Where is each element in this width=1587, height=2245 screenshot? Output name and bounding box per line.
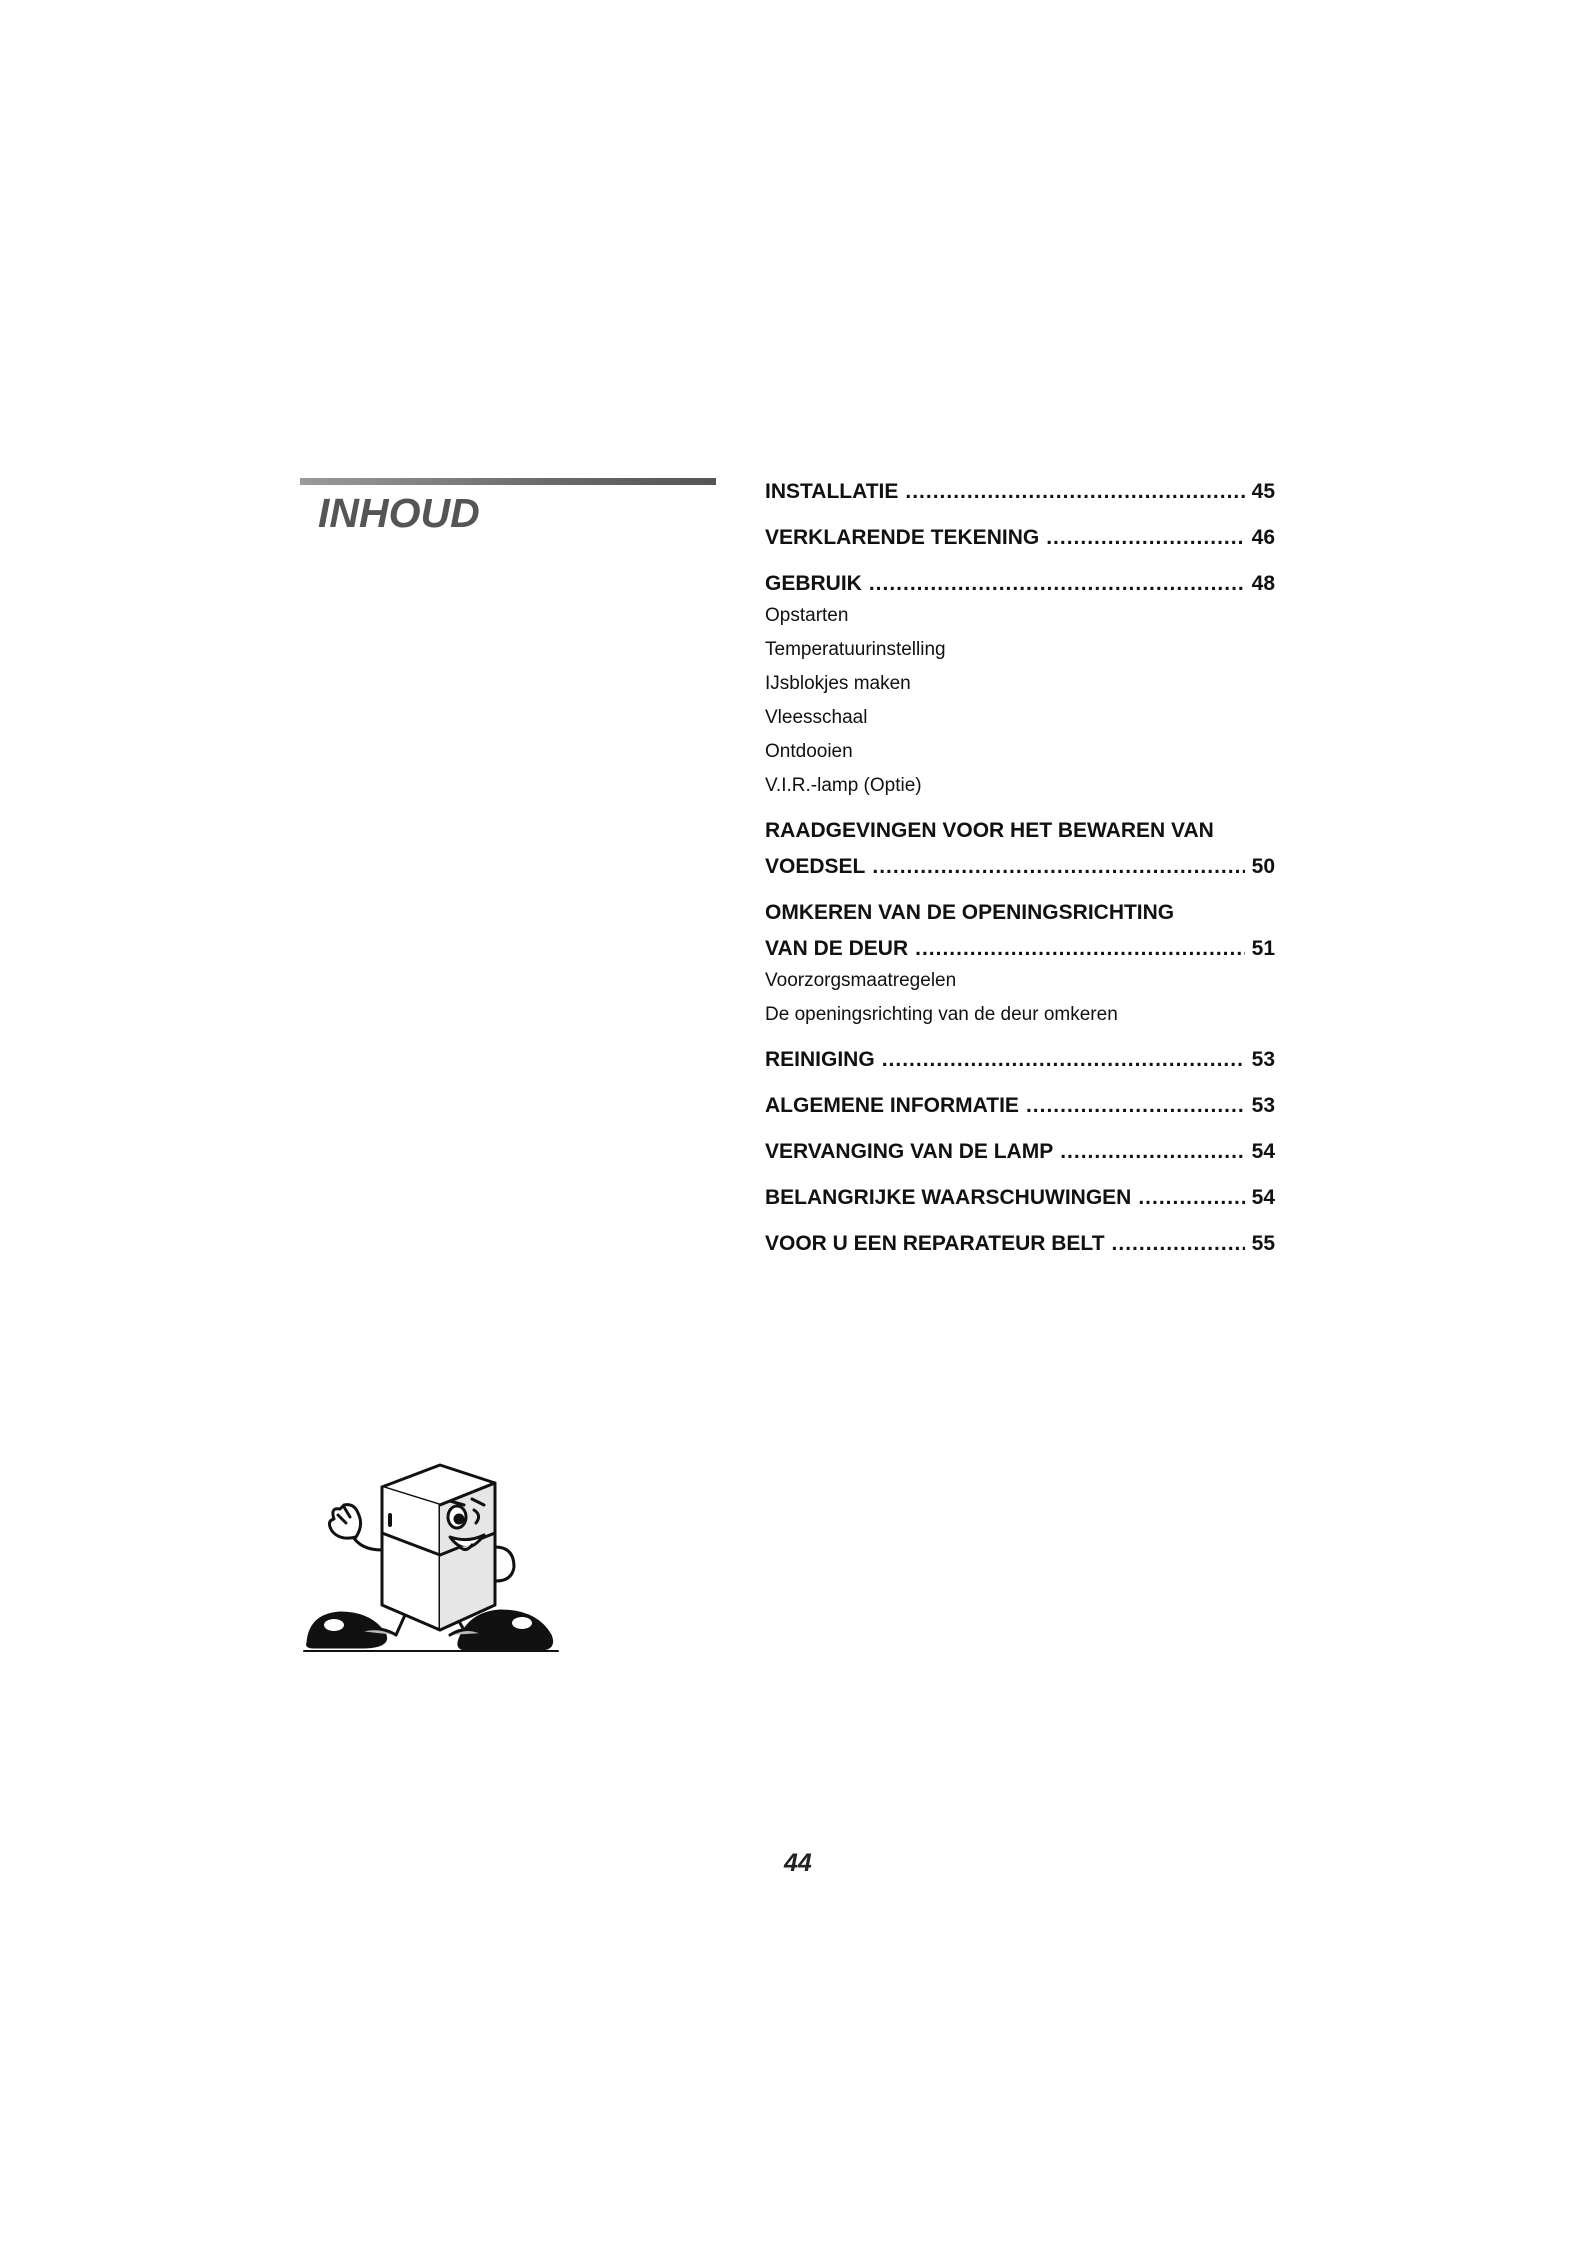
toc-subentry[interactable]: Temperatuurinstelling	[765, 639, 946, 660]
toc-entry-title: VOEDSEL	[765, 855, 866, 878]
toc-entry-page: 46	[1251, 526, 1275, 549]
toc-entry-page: 51	[1251, 937, 1275, 960]
leader-dots	[915, 931, 1245, 967]
toc-entry-title-line1: RAADGEVINGEN VOOR HET BEWAREN VAN	[765, 819, 1214, 842]
toc-entry-page: 50	[1251, 855, 1275, 878]
toc-entry-title: REINIGING	[765, 1048, 875, 1071]
toc-entry-page: 53	[1251, 1094, 1275, 1117]
toc-subentries	[765, 964, 1275, 1032]
toc-entry-title: ALGEMENE INFORMATIE	[765, 1094, 1019, 1117]
leader-dots	[872, 849, 1244, 885]
toc-entry-title: BELANGRIJKE WAARSCHUWINGEN	[765, 1186, 1132, 1209]
toc-entry-title: VERKLARENDE TEKENING	[765, 526, 1040, 549]
toc-entry-algemene-informatie[interactable]	[765, 1088, 1275, 1124]
toc-subentries	[765, 599, 1275, 803]
leader-dots	[1112, 1226, 1245, 1262]
toc-entry-page: 45	[1251, 480, 1275, 503]
refrigerator-mascot-icon	[300, 1455, 562, 1660]
leader-dots	[882, 1042, 1245, 1078]
toc-entry-page: 54	[1251, 1140, 1275, 1163]
toc-subentry[interactable]: Voorzorgsmaatregelen	[765, 970, 957, 991]
toc-entry-installatie[interactable]	[765, 474, 1275, 510]
toc-entry-page: 53	[1251, 1048, 1275, 1071]
toc-entry-title-line1: OMKEREN VAN DE OPENINGSRICHTING	[765, 901, 1175, 924]
toc-subentry[interactable]: Ontdooien	[765, 741, 853, 762]
leader-dots	[869, 566, 1245, 602]
toc-entry-gebruik[interactable]	[765, 566, 1275, 803]
toc-entry-page: 48	[1251, 572, 1275, 595]
toc-entry-omkeren[interactable]	[765, 895, 1275, 1032]
toc-subentry[interactable]: De openingsrichting van de deur omkeren	[765, 1004, 1118, 1025]
page-number: 44	[784, 1849, 812, 1877]
leader-dots	[1138, 1180, 1244, 1216]
toc-entry-vervanging-van-de-lamp[interactable]	[765, 1134, 1275, 1170]
toc-entry-title: VERVANGING VAN DE LAMP	[765, 1140, 1054, 1163]
toc-entry-verklarende-tekening[interactable]	[765, 520, 1275, 556]
toc-entry-title: VOOR U EEN REPARATEUR BELT	[765, 1232, 1105, 1255]
toc-entry-title: GEBRUIK	[765, 572, 862, 595]
toc-entry-title: INSTALLATIE	[765, 480, 899, 503]
toc-entry-reiniging[interactable]	[765, 1042, 1275, 1078]
toc-entry-title: VAN DE DEUR	[765, 937, 909, 960]
leader-dots	[1046, 520, 1244, 556]
toc-entry-raadgevingen[interactable]	[765, 813, 1275, 885]
toc-subentry[interactable]: Opstarten	[765, 605, 849, 626]
toc-entry-page: 55	[1251, 1232, 1275, 1255]
toc-subentry[interactable]: IJsblokjes maken	[765, 673, 911, 694]
leader-dots	[1060, 1134, 1244, 1170]
toc-entry-belangrijke-waarschuwingen[interactable]	[765, 1180, 1275, 1216]
toc-subentry[interactable]: Vleesschaal	[765, 707, 868, 728]
leader-dots	[1026, 1088, 1245, 1124]
leader-dots	[905, 474, 1244, 510]
title-rule	[300, 478, 716, 485]
table-of-contents	[765, 474, 1275, 1262]
toc-entry-page: 54	[1251, 1186, 1275, 1209]
toc-entry-voor-u-een-reparateur-belt[interactable]	[765, 1226, 1275, 1262]
toc-subentry[interactable]: V.I.R.-lamp (Optie)	[765, 775, 922, 796]
page-title: INHOUD	[318, 490, 480, 536]
